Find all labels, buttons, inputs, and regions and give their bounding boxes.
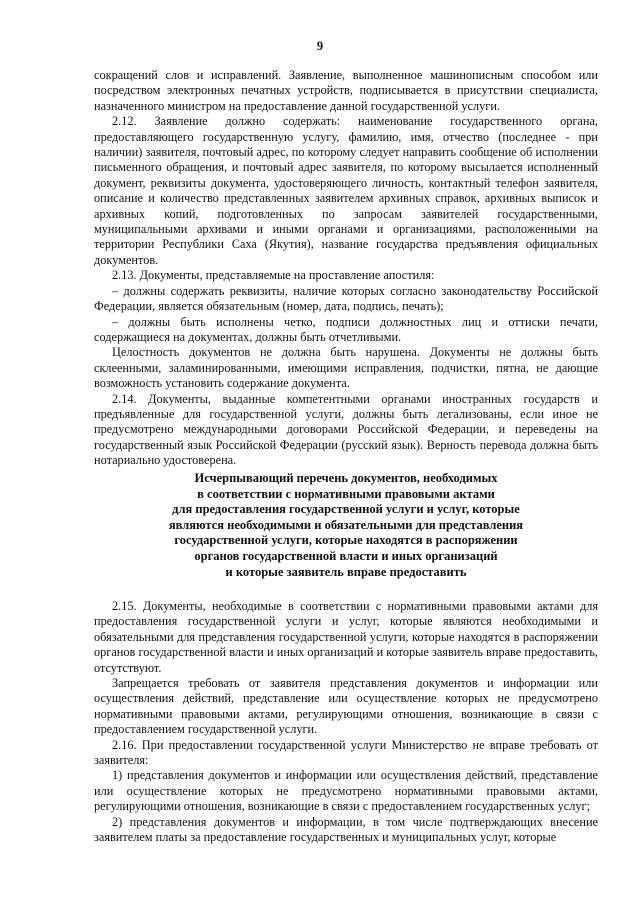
paragraph: сокращений слов и исправлений. Заявление, выполненное машинописным способом или посредством электронных печатных устройств, подписывается в присутствии специалиста, назначенного министром на предоставление данной государственной услуги. bbox=[94, 68, 598, 113]
paragraph: Целостность документов не должна быть нарушена. Документы не должны быть склеенными, заламинированными, имеющими исправления, подчистки, пятна, не дающие возможность установить содержание документа. bbox=[94, 345, 598, 391]
paragraph: 2.15. Документы, необходимые в соответствии с нормативными правовыми актами для предоставления государственной услуги и услуг, которые являются необходимыми и обязательными для представления государственной услуги, которые находятся в распоряжении органов государственной власти и иных организаций и которые заявитель вправе предоставить, отсутствуют. bbox=[94, 599, 598, 675]
paragraph: – должны быть исполнены четко, подписи должностных лиц и оттиски печати, содержащиеся на документах, должны быть отчетливыми. bbox=[94, 314, 598, 344]
heading-line: государственной услуги, которые находятся в распоряжении bbox=[174, 533, 518, 548]
heading-line: органов государственной власти и иных организаций bbox=[194, 548, 498, 563]
text-block-upper bbox=[94, 68, 598, 469]
heading-line: Исчерпывающий перечень документов, необходимых bbox=[194, 471, 498, 485]
paragraph: 2.12. Заявление должно содержать: наименование государственного органа, предоставляющего государственную услугу, фамилию, имя, отчество (последнее - при наличии) заявителя, почтовый адрес, по которому следует направить сообщение об исполнении письменного обращения, и почтовый адрес заявителя, по которому высылается исполненный документ, реквизиты документа, удостоверяющего личность, контактный телефон заявителя, описание и количество представленных заявителем архивных справок, архивных выписок и архивных копий, подготовленных по запросам заявителей государственными, муниципальными архивами и иными органами и организациями, расположенными на территории Республики Саха (Якутия), название государства предъявления официальных документов. bbox=[94, 114, 598, 267]
paragraph: 2) представления документов и информации, в том числе подтверждающих внесение заявителем платы за предоставление государственных и муниципальных услуг, которые bbox=[94, 814, 598, 845]
paragraph: – должны содержать реквизиты, наличие которых согласно законодательству Российской Федерации, является обязательным (номер, дата, подпись, печать); bbox=[94, 283, 598, 314]
heading-line: в соответствии с нормативными правовыми актами bbox=[197, 486, 495, 501]
heading-line: и которые заявитель вправе предоставить bbox=[225, 564, 467, 579]
paragraph: 2.14. Документы, выданные компетентными органами иностранных государств и предъявленные для государственной услуги, должны быть легализованы, если иное не предусмотрено международными договорами Российской Федерации, и переведены на государственный язык Российской Федерации (русский язык). Верность перевода должна быть нотариально удостоверена. bbox=[94, 391, 598, 468]
page-number: 9 bbox=[316, 39, 324, 53]
heading-line: являются необходимыми и обязательными для представления bbox=[168, 517, 524, 532]
paragraph: 2.13. Документы, представляемые на проставление апостиля: bbox=[112, 268, 435, 283]
paragraph: 2.16. При предоставлении государственной услуги Министерство не вправе требовать от заявителя: bbox=[94, 737, 598, 768]
paragraph: 1) представления документов и информации или осуществления действий, представление или осуществление которых не предусмотрено нормативными правовыми актами, регулирующими отношения, возникающие в связи с предоставлением государственных услуг; bbox=[94, 768, 598, 814]
text-block-lower bbox=[94, 599, 598, 846]
paragraph: Запрещается требовать от заявителя представления документов и информации или осуществления действий, представление или осуществление которых не предусмотрено нормативными правовыми актами, регулирующими отношения, возникающие в связи с предоставлением государственной услуги. bbox=[94, 676, 598, 737]
heading-line: для предоставления государственной услуги и услуг, которые bbox=[172, 502, 520, 517]
section-heading bbox=[94, 471, 598, 580]
